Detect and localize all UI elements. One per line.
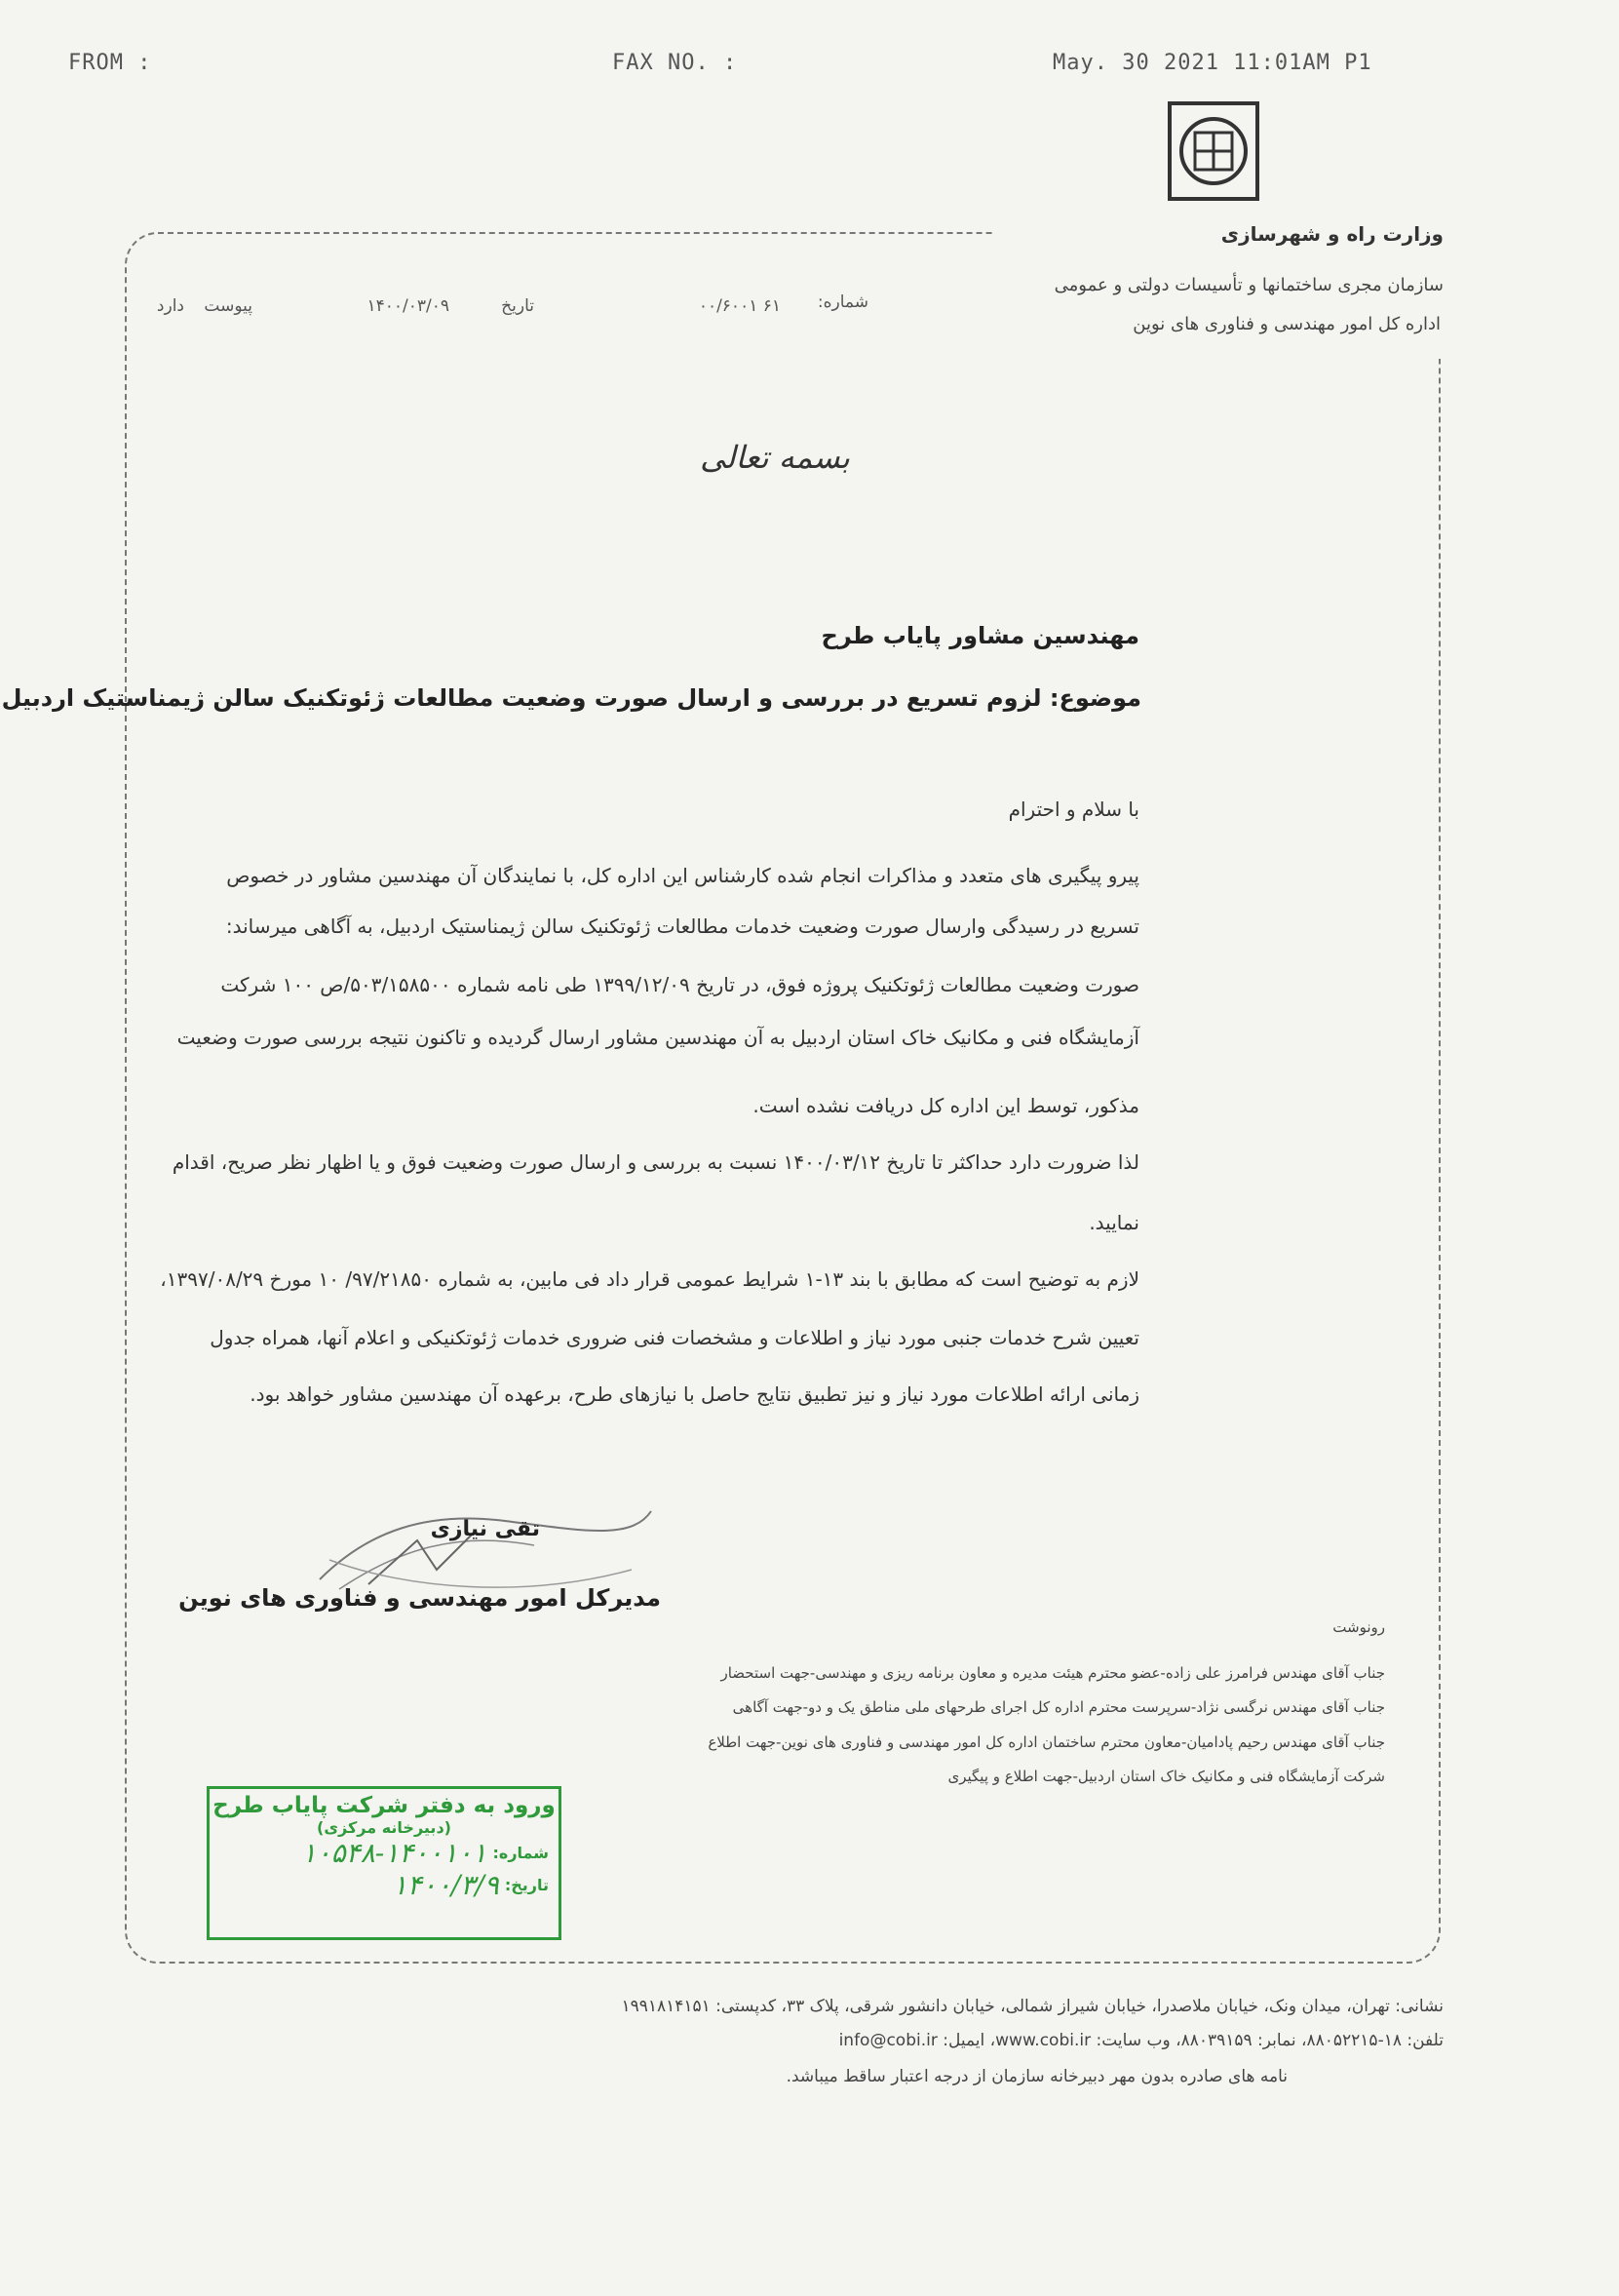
body-line: لازم به توضیح است که مطابق با بند ۱۳-۱ شرایط عمومی قرار داد فی مابین، به شماره ۹۷/۲۱۸۵۰/ ۱۰ مورخ ۱۳۹۷/۰۸/۲۹، [160, 1267, 1139, 1291]
attachment-value: دارد [156, 296, 184, 316]
signatory-name: تقی نیازی [430, 1517, 540, 1541]
body-line: تسریع در رسیدگی وارسال صورت وضعیت خدمات مطالعات ژئوتکنیک سالن ژیمناستیک اردبیل، به آگاهی میرساند: [225, 915, 1139, 938]
ministry-name: وزارت راه و شهرسازی [1220, 222, 1444, 246]
cc-line: جناب آقای مهندس رحیم پادامیان-معاون محترم ساختمان اداره کل امور مهندسی و فناوری های نوین-جهت اطلاع [708, 1733, 1385, 1751]
department-name: اداره کل امور مهندسی و فناوری های نوین [1133, 314, 1441, 334]
organization-name: سازمان مجری ساختمانها و تأسیسات دولتی و عمومی [1054, 275, 1444, 295]
attachment-label: پیوست [204, 296, 252, 316]
greeting: با سلام و احترام [1008, 798, 1139, 821]
stamp-number: ۱۰۵۴۸-۱۴۰۰۱۰۱ [301, 1837, 487, 1869]
cc-line: شرکت آزمایشگاه فنی و مکانیک خاک استان اردبیل-جهت اطلاع و پیگیری [947, 1768, 1385, 1785]
body-line: آزمایشگاه فنی و مکانیک خاک استان اردبیل به آن مهندسین مشاور ارسال گردیده و تاکنون نتیجه بررسی صورت وضعیت [176, 1026, 1139, 1049]
footer-notice: نامه های صادره بدون مهر دبیرخانه سازمان از درجه اعتبار ساقط میباشد. [786, 2067, 1288, 2086]
body-line: لذا ضرورت دارد حداکثر تا تاریخ ۱۴۰۰/۰۳/۱۲ نسبت به بررسی و ارسال صورت وضعیت فوق و یا اظهار نظر صریح، اقدام [172, 1150, 1139, 1174]
stamp-subtitle: (دبیرخانه مرکزی) [317, 1818, 451, 1837]
addressee: مهندسین مشاور پایاب طرح [821, 622, 1139, 649]
subject-text: موضوع: لزوم تسریع در بررسی و ارسال صورت وضعیت مطالعات ژئوتکنیک سالن ژیمناستیک اردبیل [1, 684, 1141, 712]
subject-line [0, 684, 1141, 712]
body-line: صورت وضعیت مطالعات ژئوتکنیک پروژه فوق، در تاریخ ۱۳۹۹/۱۲/۰۹ طی نامه شماره ۵۰۳/۱۵۸۵۰۰/ص ۱۰۰ شرکت [220, 973, 1139, 996]
basmala: بسمه تعالی [700, 439, 850, 476]
stamp-date-label: تاریخ: [504, 1876, 549, 1894]
ministry-logo-icon [1168, 101, 1259, 201]
letter-date: ۱۴۰۰/۰۳/۰۹ [366, 296, 449, 316]
stamp-title: ورود به دفتر شرکت پایاب طرح [212, 1793, 556, 1818]
stamp-number-label: شماره: [492, 1844, 549, 1862]
body-line: پیرو پیگیری های متعدد و مذاکرات انجام شده کارشناس این اداره کل، با نمایندگان آن مهندسین مشاور در خصوص [226, 864, 1139, 887]
body-line: زمانی ارائه اطلاعات مورد نیاز و نیز تطبیق نتایج حاصل با نیازهای طرح، برعهده آن مهندسین مشاور خواهد بود. [250, 1382, 1139, 1406]
fax-from: FROM : [68, 51, 152, 75]
cc-line: جناب آقای مهندس نرگسی نژاد-سرپرست محترم اداره کل اجرای طرحهای ملی مناطق یک و دو-جهت آگاهی [732, 1698, 1385, 1716]
body-line: نمایید. [1089, 1211, 1139, 1234]
body-line: تعیین شرح خدمات جنبی مورد نیاز و اطلاعات و مشخصات فنی ضروری خدمات ژئوتکنیکی و اعلام آنها، همراه جدول [210, 1326, 1139, 1349]
footer-contact: تلفن: ۱۸-۸۸۰۵۲۲۱۵، نمابر: ۸۸۰۳۹۱۵۹، وب سایت: www.cobi.ir، ایمیل: info@cobi.ir [838, 2031, 1444, 2050]
letter-number-label: شماره: [817, 292, 868, 312]
body-line: مذکور، توسط این اداره کل دریافت نشده است. [752, 1094, 1139, 1117]
cc-heading: رونوشت [1332, 1618, 1385, 1636]
footer-address: نشانی: تهران، میدان ونک، خیابان ملاصدرا، خیابان شیراز شمالی، خیابان دانشور شرقی، پلاک ۳۳، کدپستی: ۱۹۹۱۸۱۴۱۵۱ [621, 1997, 1444, 2016]
cc-line: جناب آقای مهندس فرامرز علی زاده-عضو محترم هیئت مدیره و معاون برنامه ریزی و مهندسی-جهت استحضار [720, 1664, 1385, 1682]
stamp-date: ۱۴۰۰/۳/۹ [392, 1869, 499, 1901]
letter-date-label: تاریخ [501, 296, 534, 316]
fax-datetime: May. 30 2021 11:01AM P1 [1053, 51, 1372, 75]
letter-number: ۶۱ ۰۰/۶۰۰۱ [698, 296, 781, 316]
receipt-stamp [207, 1786, 561, 1940]
fax-number: FAX NO. : [612, 51, 738, 75]
signatory-title: مدیرکل امور مهندسی و فناوری های نوین [178, 1584, 661, 1612]
